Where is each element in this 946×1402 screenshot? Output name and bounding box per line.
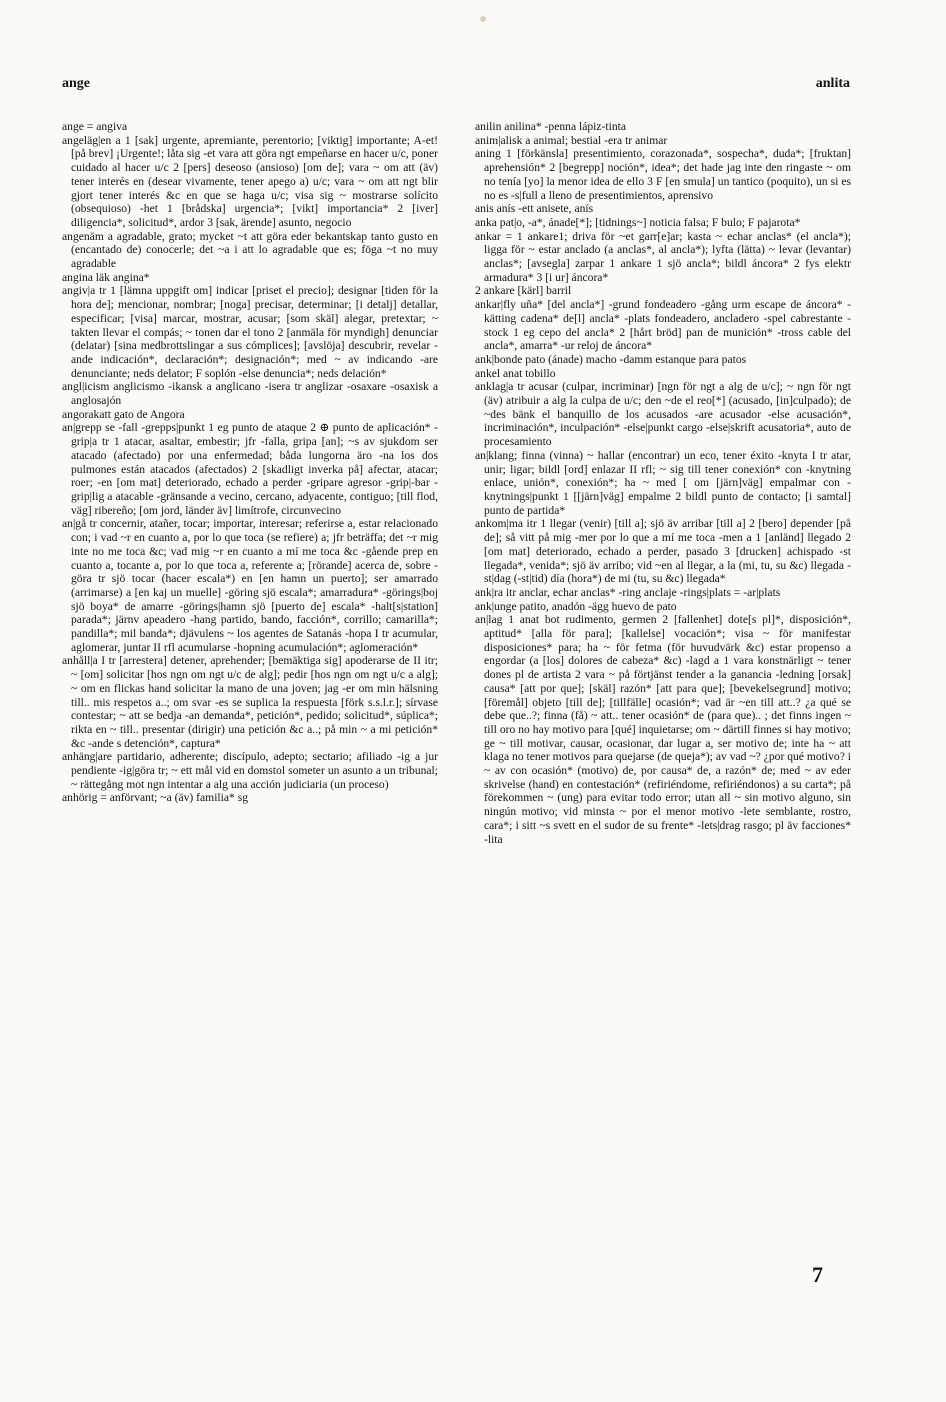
entry: ankom|ma itr 1 llegar (venir) [till a]; sjö äv arribar [till a] 2 [bero] depender [på de]; så vitt på mig -mer por lo que a mí me toca -men a 1 [anländ] llegado 2 [om mat] deteriorado, echado a perder, pasado 3 [drucken] achispado -st llegada*, venida*; sjö äv arribo; vid ~en al llegar, a la (mi, tu, su &c) llegada -st|dag (-st|tid) día (hora*) de mi (tu, su &c) llegada*: [475, 517, 851, 586]
entry: anklag|a tr acusar (culpar, incriminar) [ngn för ngt a alg de u/c]; ~ ngn för ngt (äv) atribuir a alg la culpa de u/c; den ~de el reo[*] (acusado, [in]culpado); de ~des bänk el banquillo de los acusados -are acusador -else acusación*, incriminación*, inculpación* -else|punkt cargo -else|skrift acusatoria*, auto de procesamiento: [475, 380, 851, 449]
left-column: [62, 120, 438, 805]
entry: an|lag 1 anat bot rudimento, germen 2 [fallenhet] dote[s pl]*, disposición*, aptitud* [alla för para]; [kallelse] vocación*; visa ~ för manifestar disposiciones* para; ha ~ för fetma (för huvudvärk &c) estar propenso a engordar (a [los] dolores de cabeza* &c) -lagd a 1 vara konstnärligt ~ tener dones pl de artista 2 vara ~ på förtjänst tender a la ganancia -ledning [orsak] causa* [att por que]; [skäl] razón* [att para que]; [bevekelsegrund] motivo; [föremål] objeto [till de]; [tillfälle] ocasión*; vad är ~en till att..? ¿a qué se debe que..?; finna (få) ~ att.. tener ocasión* de (para que).. ; det finns ingen ~ till oro no hay motivo para [qué] inquietarse; om ~ därtill finnes si hay motivo; ge ~ till motivar, causar, ocasionar, dar lugar a, ser motivo de; inte ha ~ att klaga no tener motivos para quejarse (de queja*); av vad ~? ¿por qué motivo? i ~ av con ocasión* (motivo) de, por causa* de, a razón* de; med ~ av eder skrivelse (hand) en contestación* (refiriéndome, refiriéndonos) a su carta*; på förekommen ~ (ung) para evitar todo error; utan all ~ sin motivo alguno, sin ningún motivo; vid minsta ~ por el menor motivo -lete semblante, rostro, cara*; i sitt ~s svett en el sudor de su frente* -lets|drag rasgo; pl äv facciones* -lita: [475, 613, 851, 846]
entry: anim|alisk a animal; bestial -era tr animar: [475, 133, 668, 147]
entry: angenäm a agradable, grato; mycket ~t att göra eder bekantskap tanto gusto en (encantado de) conocerle; det ~a i att lo agradable que es; föga ~t no muy agradable: [62, 229, 438, 271]
entry: anilin anilina* -penna lápiz-tinta: [475, 120, 626, 133]
entry: ank|ra itr anclar, echar anclas* -ring anclaje -rings|plats = -ar|plats: [475, 585, 781, 599]
entry: aning 1 [förkänsla] presentimiento, corazonada*, sospecha*, duda*; [fruktan] aprehensión* 2 [begrepp] noción*, idea*; det hade jag inte den ringaste ~ om no tenía [yo] la menor idea de ello 3 F [en smula] un tantico (poquito), un si es no es -s|full a lleno de presentimientos, aprensivo: [475, 147, 851, 202]
entry: an|gå tr concernir, atañer, tocar; importar, interesar; referirse a, estar relacionado con; i vad ~r en cuanto a, por lo que toca (se refiere) a; jfr beträffa; det ~r mig inte no me toca &c; vad mig ~r en cuanto a mí me toca &c -gående prep en cuanto a, tocante a, por lo que toca a, referente a; [rörande] acerca de, sobre -göra tr sjö tocar (hacer escala*) en [en hamn un puerto]; ser amarrado (arrimarse) a [en kaj un muelle] -göring sjö escala*; amarradura* -görings|boj sjö boya* de amarre -görings|hamn sjö [puerto de] escala* -halt[s|station] parada*; järnv apeadero -hang partido, bando, facción*, corrillo; camarilla*; pandilla*; mil banda*; djävulens ~ los agentes de Satanás -hopa I tr acumular, aglomerar, juntar II rfl acumularse -hopning acumulación*; aglomeración*: [62, 517, 438, 654]
entry: an|klang; finna (vinna) ~ hallar (encontrar) un eco, tener éxito -knyta I tr atar, unir; ligar; bildl [ord] enlazar II rfl; ~ sig till tener conexión* con -knytning enlace, unión*, conexión*; ha ~ med [ om [järn]väg] empalmar con -knytnings|punkt 1 [[järn]väg] empalme 2 bildl punto de contacto; [i samtal] punto de partida*: [475, 448, 851, 517]
entry: ank|bonde pato (ánade) macho -damm estanque para patos: [475, 352, 747, 366]
entry: anhörig = anförvant; ~a (äv) familia* sg: [62, 791, 249, 805]
page-number: 7: [812, 1262, 823, 1287]
entry: angiv|a tr 1 [lämna uppgift om] indicar [priset el precio]; designar [tiden för la hora de]; mencionar, nombrar; [noga] precisar, determinar; [i detalj] detallar, especificar; [visa] marcar, mostrar, acusar; [som skäl] alegar, pretextar; ~ takten llevar el compás; ~ tonen dar el tono 2 [anmäla för myndigh] denunciar (delatar) [sina medbrottslingar a sus cómplices]; [avslöja] descubrir, revelar -ande indicación*, declaración*; designación*; med ~ av indicando -are denunciante; neds delator; F soplón -else denuncia*; neds delación*: [62, 284, 438, 380]
header-first-word: ange: [62, 76, 90, 91]
entry: ankar|fly uña* [del ancla*] -grund fondeadero -gång urm escape de áncora* -kätting cadena* de[l] ancla* -plats fondeadero, ancladero -spel cabrestante -stock 1 eg cepo del ancla* 2 [hårt bröd] pan de munición* -tross cable del ancla*, amarra* -ur reloj de áncora*: [475, 298, 851, 353]
entry: angorakatt gato de Angora: [62, 407, 185, 421]
entry: ank|unge patito, anadón -ägg huevo de pato: [475, 599, 677, 613]
entry: angl|icism anglicismo -ikansk a anglicano -isera tr anglizar -osaxare -osaxisk a anglosajón: [62, 380, 438, 408]
entry: anhäng|are partidario, adherente; discípulo, adepto; sectario; afiliado -ig a jur pendiente -ig|göra tr; ~ ett mål vid en domstol someter un asunto a un tribunal; ~ rättegång mot ngn intentar a alg una acción judiciaria (un proceso): [62, 750, 438, 791]
entry: ankel anat tobillo: [475, 366, 556, 380]
entry: anhåll|a I tr [arrestera] detener, aprehender; [bemäktiga sig] apoderarse de II itr; ~ [om] solicitar [hos ngn om ngt u/c de alg]; pedir [hos ngn om ngt u/c a alg]; ~ om en flickas hand solicitar la mano de una joven; jag -er om min hälsning till.. mis respetos a..; om svar -es se suplica la respuesta [förk s.s.l.r.]; sírvase contestar; ~ att se bedja -an demanda*, petición*, pedido; solicitud*, súplica*; rikta en ~ till.. presentar (dirigir) una petición &c a..; på min ~ a mi petición* &c -ande s detención*, captura*: [62, 654, 438, 750]
decorative-dot: [480, 16, 486, 22]
entry: ankar = 1 ankare1; driva för ~et garr[e]ar; kasta ~ echar anclas* (el ancla*); ligga för ~ estar anclado (a anclas*, al ancla*); lyfta (lätta) ~ levar (levantar) anclas*; [avsegla] zarpar 1 ankare 1 sjö ancla*; bildl áncora* 2 fys elektr armadura* 3 [i ur] áncora*: [475, 229, 851, 284]
entry: 2 ankare [kärl] barril: [475, 284, 572, 298]
entry: angeläg|en a 1 [sak] urgente, apremiante, perentorio; [viktig] importante; A-et! [på brev] ¡Urgente!; låta sig -et vara att göra ngt empeñarse en hacer u/c, poner cuidado al hacer u/c 2 [pers] deseoso (ansioso) [om de]; vara ~ om att (äv) tener interés en (desear vivamente, tener apego a) u/c; vara ~ om att ngt blir gjort tener interés &c en que se haga u/c; visa sig ~ mostrarse solícito (obsequioso) -het 1 [brådska] urgencia*; [vikt] importancia* 2 [iver] diligencia*, solicitud*, ardor 3 [sak, ärende] asunto, negocio: [62, 133, 438, 229]
entry: angina läk angina*: [62, 270, 150, 284]
right-column: [475, 120, 851, 846]
entry: anis anís -ett anisete, anís: [475, 202, 594, 216]
entry: ange = angiva: [62, 120, 128, 133]
entry: anka pat|o, -a*, ánade[*]; [tidnings~] noticia falsa; F bulo; F pajarota*: [475, 215, 801, 229]
header-last-word: anlita: [815, 76, 850, 91]
entry: an|grepp se -fall -grepps|punkt 1 eg punto de ataque 2 ⊕ punto de aplicación* -grip|a tr 1 atacar, asaltar, embestir; jfr -falla, gripa [an]; ~s av sjukdom ser atacado (afectado) por una enfermedad; båda lungorna äro -na los dos pulmones están atacados (afectados) 2 [skadligt inverka på] afectar, atacar; roer; -en [om mat] deteriorado, echado a perder -gripare agresor -grip|-bar -grip|lig a atacable -gränsande a vecino, cercano, adyacente, contiguo; [till flod, väg] ribereño; [om jord, länder äv] limítrofe, circunvecino: [62, 421, 438, 517]
